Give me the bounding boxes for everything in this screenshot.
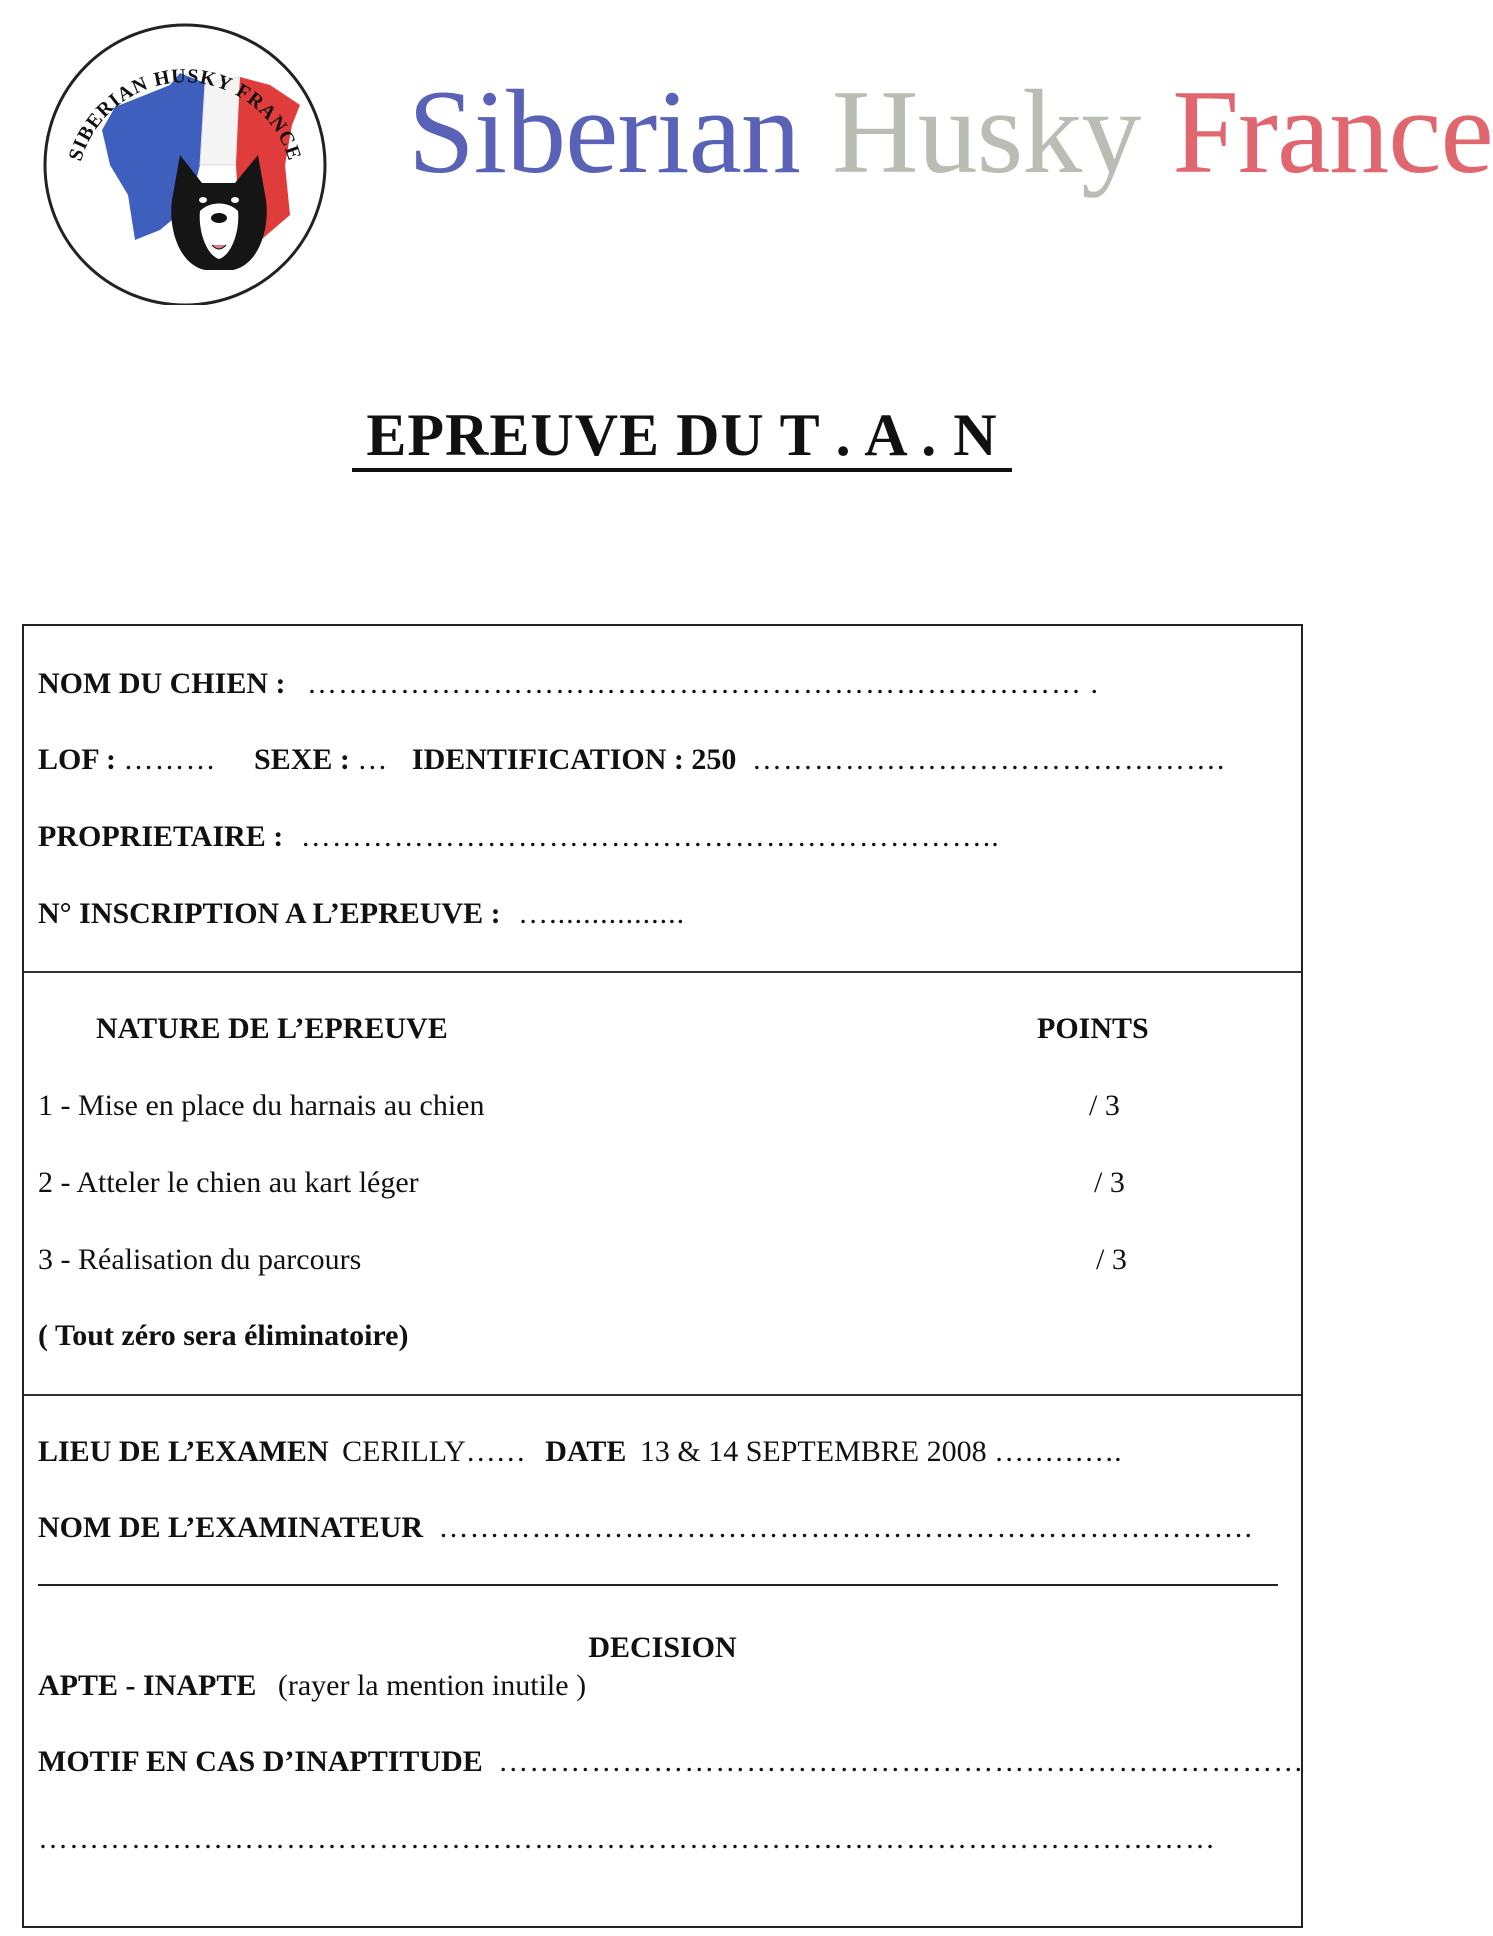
page-title-text: EPREUVE DU T . A . N bbox=[352, 402, 1011, 472]
brand-wordmark bbox=[408, 62, 1493, 202]
page-title bbox=[0, 400, 1344, 470]
sexe-label: SEXE : bbox=[254, 743, 350, 776]
epreuve-item-2: 2 - Atteler le chien au kart léger bbox=[38, 1166, 419, 1199]
motif-label: MOTIF EN CAS D’INAPTITUDE bbox=[38, 1745, 483, 1778]
club-logo bbox=[40, 15, 330, 305]
registration-label: N° INSCRIPTION A L’EPREUVE : bbox=[38, 897, 501, 930]
epreuve-item-1: 1 - Mise en place du harnais au chien bbox=[38, 1089, 485, 1122]
location-label: LIEU DE L’EXAMEN bbox=[38, 1435, 329, 1468]
date-label: DATE bbox=[545, 1435, 627, 1468]
examiner-label: NOM DE L’EXAMINATEUR bbox=[38, 1511, 424, 1544]
lof-label: LOF : bbox=[38, 743, 117, 776]
epreuve-item-2-points[interactable]: / 3 bbox=[1094, 1166, 1125, 1199]
brand-word-3: France bbox=[1172, 65, 1493, 198]
owner-row bbox=[38, 819, 1000, 855]
examiner-field[interactable]: ……………………………………………………………………. bbox=[438, 1511, 1254, 1544]
exam-section bbox=[24, 1394, 1305, 1928]
dog-name-row bbox=[38, 666, 1099, 702]
identification-field[interactable]: ………………………………………. bbox=[751, 743, 1226, 776]
apte-instruction: (rayer la mention inutile ) bbox=[277, 1669, 587, 1702]
sexe-field[interactable]: … bbox=[357, 743, 389, 776]
brand-word-2: Husky bbox=[831, 65, 1141, 198]
epreuve-item-1-points[interactable]: / 3 bbox=[1089, 1089, 1120, 1122]
motif-field[interactable]: …………………………………………………………………… bbox=[498, 1745, 1305, 1778]
nature-header: NATURE DE L’EPREUVE bbox=[96, 1012, 448, 1045]
exam-form bbox=[22, 624, 1303, 1928]
brand-word-1: Siberian bbox=[408, 65, 800, 198]
owner-label: PROPRIETAIRE : bbox=[38, 820, 284, 853]
registration-row bbox=[38, 896, 685, 932]
dog-name-field[interactable]: ………………………………………………………………… . bbox=[307, 667, 1099, 700]
identification-label: IDENTIFICATION : 250 bbox=[411, 743, 737, 776]
registration-field[interactable]: …................ bbox=[518, 897, 686, 930]
points-header: POINTS bbox=[1037, 1012, 1149, 1045]
lof-field[interactable]: ……… bbox=[123, 743, 217, 776]
examiner-row bbox=[38, 1510, 1253, 1546]
lof-row bbox=[38, 742, 1225, 778]
epreuve-item-3-points[interactable]: / 3 bbox=[1096, 1243, 1127, 1276]
decision-title: DECISION bbox=[588, 1631, 737, 1664]
location-value[interactable]: CERILLY…… bbox=[342, 1435, 526, 1468]
apte-row bbox=[38, 1668, 586, 1704]
apte-options[interactable]: APTE - INAPTE bbox=[38, 1669, 257, 1702]
identity-section bbox=[24, 626, 1301, 973]
owner-field[interactable]: ………………………………………………………….. bbox=[300, 820, 1000, 853]
section-divider bbox=[38, 1584, 1278, 1586]
epreuve-section bbox=[24, 971, 1301, 1396]
location-date-row bbox=[38, 1434, 1122, 1470]
epreuve-item-3: 3 - Réalisation du parcours bbox=[38, 1243, 362, 1276]
motif-field-continued[interactable]: …………………………………………………………………………………………………… bbox=[38, 1822, 1216, 1855]
motif-row bbox=[38, 1744, 1304, 1780]
logo-ring-text: SIBERIAN HUSKY FRANCE bbox=[64, 65, 306, 164]
dog-name-label: NOM DU CHIEN : bbox=[38, 667, 286, 700]
elimination-note: ( Tout zéro sera éliminatoire) bbox=[38, 1319, 409, 1352]
date-value[interactable]: 13 & 14 SEPTEMBRE 2008 …………. bbox=[639, 1435, 1122, 1468]
